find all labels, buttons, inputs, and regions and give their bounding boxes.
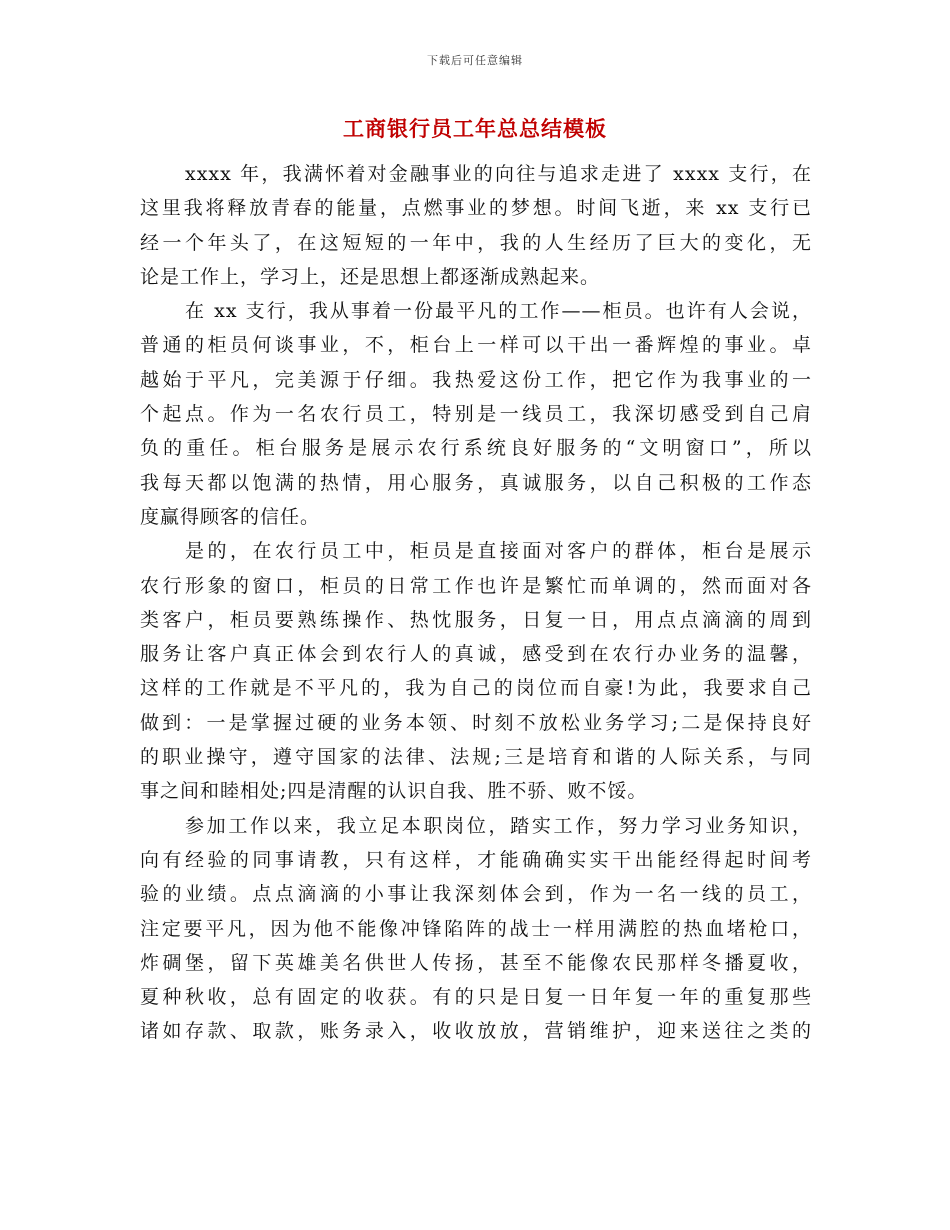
- text-line: 炸碉堡，留下英雄美名供世人传扬，甚至不能像农民那样冬播夏收，: [140, 951, 812, 974]
- text-line: 经一个年头了，在这短短的一年中，我的人生经历了巨大的变化，无: [140, 231, 812, 254]
- document-body: [140, 157, 812, 1049]
- header-note: 下载后可任意编辑: [427, 54, 523, 67]
- text-line: 向有经验的同事请教，只有这样，才能确确实实干出能经得起时间考: [140, 848, 812, 871]
- text-line: 注定要平凡，因为他不能像冲锋陷阵的战士一样用满腔的热血堵枪口，: [140, 917, 812, 940]
- text-line: 普通的柜员何谈事业，不，柜台上一样可以干出一番辉煌的事业。卓: [140, 334, 812, 357]
- text-line: 是的，在农行员工中，柜员是直接面对客户的群体，柜台是展示: [185, 540, 812, 563]
- text-line: 的职业操守，遵守国家的法律、法规;三是培育和谐的人际关系，与同: [140, 746, 812, 769]
- text-line: 夏种秋收，总有固定的收获。有的只是日复一日年复一年的重复那些: [140, 986, 812, 1009]
- text-line: 论是工作上，学习上，还是思想上都逐渐成熟起来。: [140, 265, 601, 288]
- text-line: 在 xx 支行，我从事着一份最平凡的工作——柜员。也许有人会说，: [185, 300, 812, 323]
- text-line: 服务让客户真正体会到农行人的真诚，感受到在农行办业务的温馨，: [140, 643, 812, 666]
- text-line: xxxx 年，我满怀着对金融事业的向往与追求走进了 xxxx 支行，在: [185, 163, 812, 185]
- document-title: 工商银行员工年总总结模板: [343, 116, 607, 141]
- text-line: 这里我将释放青春的能量，点燃事业的梦想。时间飞逝，来 xx 支行已: [140, 197, 812, 220]
- text-line: 农行形象的窗口，柜员的日常工作也许是繁忙而单调的，然而面对各: [140, 574, 812, 597]
- text-line: 度赢得顾客的信任。: [140, 505, 321, 528]
- text-line: 做到：一是掌握过硬的业务本领、时刻不放松业务学习;二是保持良好: [140, 711, 812, 734]
- text-line: 类客户，柜员要熟练操作、热忱服务，日复一日，用点点滴滴的周到: [140, 608, 812, 631]
- text-line: 这样的工作就是不平凡的，我为自己的岗位而自豪!为此，我要求自己: [140, 677, 812, 700]
- text-line: 参加工作以来，我立足本职岗位，踏实工作，努力学习业务知识，: [185, 814, 812, 837]
- text-line: 诸如存款、取款，账务录入，收收放放，营销维护，迎来送往之类的: [140, 1020, 812, 1043]
- text-line: 事之间和睦相处;四是清醒的认识自我、胜不骄、败不馁。: [140, 780, 648, 803]
- text-line: 个起点。作为一名农行员工，特别是一线员工，我深切感受到自己肩: [140, 403, 812, 426]
- text-line: 负的重任。柜台服务是展示农行系统良好服务的“文明窗口”，所以: [140, 437, 812, 460]
- text-line: 我每天都以饱满的热情，用心服务，真诚服务，以自己积极的工作态: [140, 471, 812, 494]
- text-line: 验的业绩。点点滴滴的小事让我深刻体会到，作为一名一线的员工，: [140, 883, 812, 906]
- text-line: 越始于平凡，完美源于仔细。我热爱这份工作，把它作为我事业的一: [140, 368, 812, 391]
